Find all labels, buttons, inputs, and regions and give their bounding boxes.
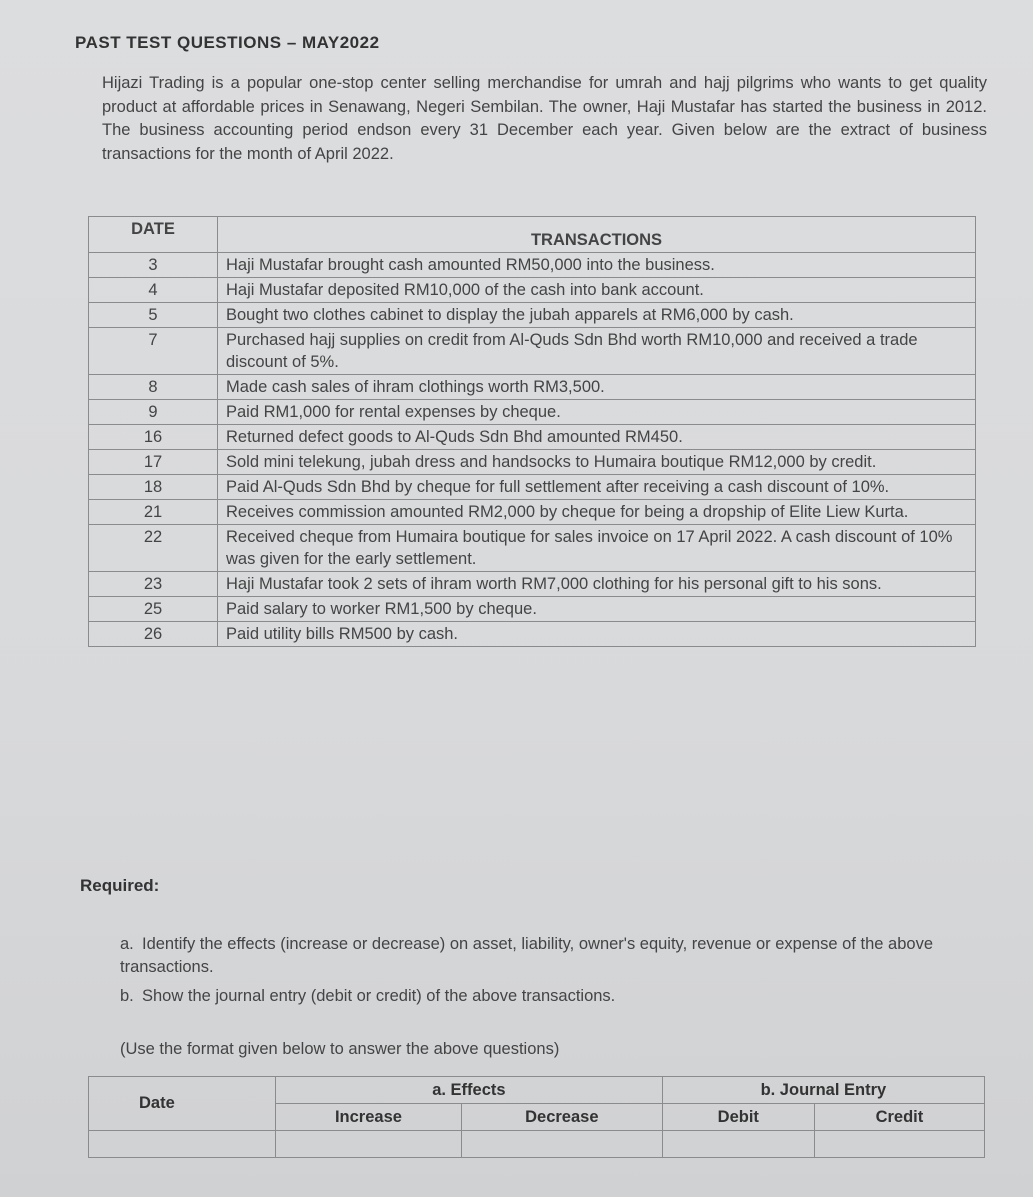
table-row [89,425,976,450]
answer-format-table [88,1076,985,1158]
table-row [89,572,976,597]
table-row [89,375,976,400]
transaction-text: Returned defect goods to Al-Quds Sdn Bhd amounted RM450. [218,425,976,450]
format-debit-header: Debit [662,1104,814,1131]
transaction-date: 16 [89,425,218,450]
transaction-date: 25 [89,597,218,622]
transaction-date: 21 [89,500,218,525]
transaction-date: 3 [89,253,218,278]
transaction-text: Haji Mustafar brought cash amounted RM50,000 into the business. [218,253,976,278]
transactions-header: TRANSACTIONS [218,217,976,253]
format-effects-header: a. Effects [276,1077,663,1104]
transaction-date: 23 [89,572,218,597]
format-empty-cell [662,1131,814,1158]
transaction-date: 17 [89,450,218,475]
transaction-date: 9 [89,400,218,425]
format-date-header: Date [89,1077,276,1131]
table-row [89,500,976,525]
table-row [89,475,976,500]
table-row [89,253,976,278]
table-row [89,303,976,328]
transaction-text: Received cheque from Humaira boutique for sales invoice on 17 April 2022. A cash discount of 10% was given for the early settlement. [218,525,976,572]
required-heading: Required: [80,876,160,895]
format-journal-header: b. Journal Entry [662,1077,984,1104]
transaction-text: Bought two clothes cabinet to display the jubah apparels at RM6,000 by cash. [218,303,976,328]
table-row [89,622,976,647]
question-text: Show the journal entry (debit or credit) of the above transactions. [142,987,616,1005]
question-label: a. [120,935,134,953]
transaction-text: Sold mini telekung, jubah dress and handsocks to Humaira boutique RM12,000 by credit. [218,450,976,475]
transaction-date: 18 [89,475,218,500]
transaction-date: 8 [89,375,218,400]
transaction-text: Paid salary to worker RM1,500 by cheque. [218,597,976,622]
question-text: Identify the effects (increase or decrease) on asset, liability, owner's equity, revenue or expense of the above transactions. [120,935,934,976]
table-row [89,278,976,303]
transaction-date: 22 [89,525,218,572]
format-note: (Use the format given below to answer the above questions) [120,1040,560,1058]
table-row [89,400,976,425]
format-empty-cell [814,1131,984,1158]
date-header: DATE [89,217,218,253]
transaction-text: Made cash sales of ihram clothings worth RM3,500. [218,375,976,400]
question-a [120,933,980,979]
question-b [120,985,980,1008]
format-empty-cell [461,1131,662,1158]
transaction-text: Haji Mustafar deposited RM10,000 of the cash into bank account. [218,278,976,303]
format-increase-header: Increase [276,1104,462,1131]
transactions-table [88,216,976,647]
transaction-text: Paid RM1,000 for rental expenses by cheque. [218,400,976,425]
transaction-date: 26 [89,622,218,647]
format-empty-cell [89,1131,276,1158]
table-row [89,328,976,375]
transaction-text: Receives commission amounted RM2,000 by cheque for being a dropship of Elite Liew Kurta. [218,500,976,525]
transaction-date: 5 [89,303,218,328]
transaction-text: Haji Mustafar took 2 sets of ihram worth RM7,000 clothing for his personal gift to his sons. [218,572,976,597]
page-title: PAST TEST QUESTIONS – MAY2022 [75,33,380,52]
transaction-text: Paid Al-Quds Sdn Bhd by cheque for full settlement after receiving a cash discount of 10%. [218,475,976,500]
transaction-date: 7 [89,328,218,375]
intro-paragraph: Hijazi Trading is a popular one-stop center selling merchandise for umrah and hajj pilgrims who wants to get quality product at affordable prices in Senawang, Negeri Sembilan. The owner, Haji Mustafar has started the business in 2012. The business accounting period endson every 31 December each year. Given below are the extract of business transactions for the month of April 2022. [102,74,987,163]
transaction-text: Paid utility bills RM500 by cash. [218,622,976,647]
table-row [89,525,976,572]
format-empty-cell [276,1131,462,1158]
format-credit-header: Credit [814,1104,984,1131]
transaction-date: 4 [89,278,218,303]
table-row [89,597,976,622]
format-decrease-header: Decrease [461,1104,662,1131]
transaction-text: Purchased hajj supplies on credit from Al-Quds Sdn Bhd worth RM10,000 and received a trade discount of 5%. [218,328,976,375]
question-label: b. [120,987,134,1005]
table-row [89,450,976,475]
